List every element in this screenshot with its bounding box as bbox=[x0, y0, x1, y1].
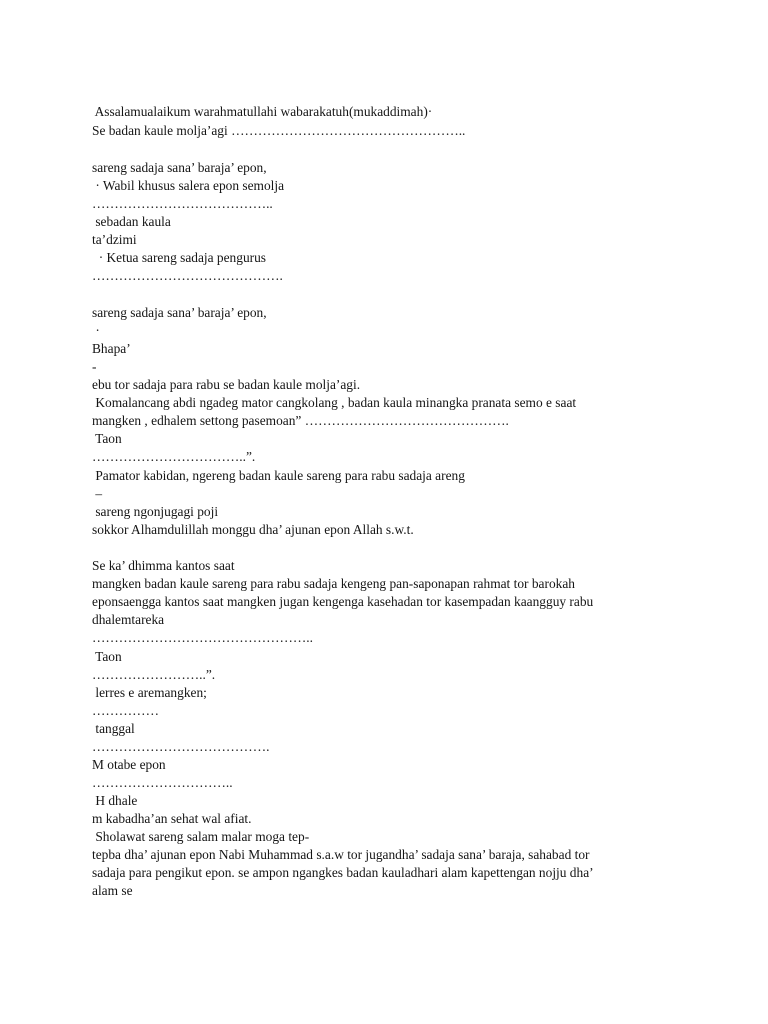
text-line: Assalamualaikum warahmatullahi wabarakatuh(mukaddimah)· bbox=[92, 104, 433, 119]
text-line: ta’dzimi bbox=[92, 232, 137, 247]
text-line: Sholawat sareng salam malar moga tep- bbox=[92, 829, 310, 844]
text-line: sareng ngonjugagi poji bbox=[92, 504, 219, 519]
text-line: sadaja para pengikut epon. se ampon ngangkes badan kauladhari alam kapettengan nojju dha’ bbox=[92, 865, 594, 880]
text-line: …………… bbox=[92, 703, 159, 718]
text-line: ……………………..”. bbox=[92, 667, 216, 682]
text-line: Taon bbox=[92, 431, 122, 446]
text-line: · bbox=[92, 323, 100, 338]
text-line: Bhapa’ bbox=[92, 341, 131, 356]
text-line: ……………………………..”. bbox=[92, 449, 256, 464]
text-line: ……………………………………. bbox=[92, 268, 283, 283]
text-line: tepba dha’ ajunan epon Nabi Muhammad s.a.w tor jugandha’ sadaja sana’ baraja, sahabad tor bbox=[92, 847, 590, 862]
text-line: ………………………………….. bbox=[92, 196, 273, 211]
text-line: mangken , edhalem settong pasemoan” ………………………………………. bbox=[92, 413, 509, 428]
text-line: sebadan kaula bbox=[92, 214, 171, 229]
text-line: ………………………………………….. bbox=[92, 630, 313, 645]
text-line: ………………………….. bbox=[92, 775, 233, 790]
text-line: lerres e aremangken; bbox=[92, 685, 207, 700]
text-line: · Wabil khusus salera epon semolja bbox=[92, 178, 285, 193]
text-line: sareng sadaja sana’ baraja’ epon, bbox=[92, 160, 267, 175]
text-line: ebu tor sadaja para rabu se badan kaule molja’agi. bbox=[92, 377, 361, 392]
text-line: sokkor Alhamdulillah monggu dha’ ajunan epon Allah s.w.t. bbox=[92, 522, 414, 537]
text-line: sareng sadaja sana’ baraja’ epon, bbox=[92, 305, 267, 320]
text-line: - bbox=[92, 359, 97, 374]
text-line: …………………………………. bbox=[92, 739, 270, 754]
text-line: dhalemtareka bbox=[92, 612, 165, 627]
text-line: eponsaengga kantos saat mangken jugan kengenga kasehadan tor kasempadan kaangguy rabu bbox=[92, 594, 594, 609]
text-line: H dhale bbox=[92, 793, 138, 808]
text-line: Komalancang abdi ngadeg mator cangkolang , badan kaula minangka pranata semo e saat bbox=[92, 395, 577, 410]
text-line: · Ketua sareng sadaja pengurus bbox=[92, 250, 267, 265]
text-line: Se badan kaule molja’agi …………………………………………….. bbox=[92, 123, 466, 138]
text-line: – bbox=[92, 486, 103, 501]
text-line: Se ka’ dhimma kantos saat bbox=[92, 558, 235, 573]
text-line: tanggal bbox=[92, 721, 135, 736]
text-line: m kabadha’an sehat wal afiat. bbox=[92, 811, 252, 826]
text-line: M otabe epon bbox=[92, 757, 166, 772]
text-line: Taon bbox=[92, 649, 122, 664]
text-line: Pamator kabidan, ngereng badan kaule sareng para rabu sadaja areng bbox=[92, 468, 465, 483]
text-line: alam se bbox=[92, 883, 133, 898]
text-line: mangken badan kaule sareng para rabu sadaja kengeng pan-saponapan rahmat tor barokah bbox=[92, 576, 575, 591]
